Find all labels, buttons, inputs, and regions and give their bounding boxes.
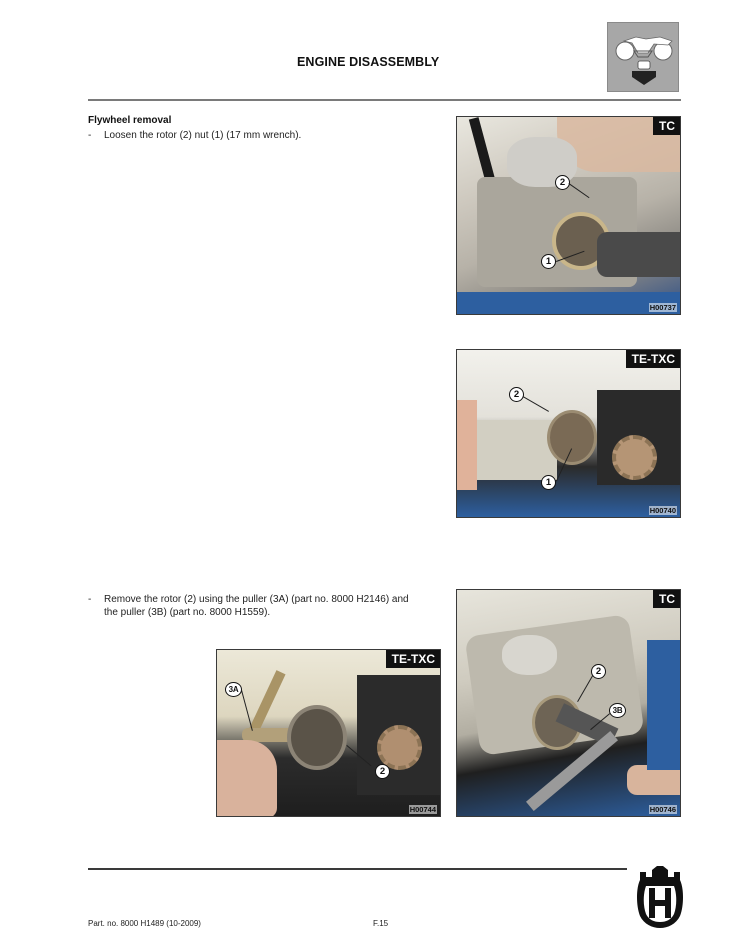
photo-loosen-nut-tc: [456, 116, 681, 315]
husqvarna-crown-h-logo: [635, 866, 685, 928]
footer-part-number: Part. no. 8000 H1489 (10-2009): [88, 919, 201, 928]
step-text: Remove the rotor (2) using the puller (3A) (part no. 8000 H2146) and the puller (3B) (part no. 8000 H1559).: [104, 594, 409, 618]
model-badge: TC: [653, 590, 680, 608]
model-badge: TE-TXC: [386, 650, 440, 668]
leader-line: [523, 396, 549, 412]
bullet-dash: -: [88, 130, 92, 141]
photo-remove-rotor-te-txc: [216, 649, 441, 817]
photo-remove-rotor-tc: [456, 589, 681, 817]
page-title: ENGINE DISASSEMBLY: [297, 55, 440, 69]
photo-loosen-nut-te-txc: [456, 349, 681, 518]
motorcycle-engine-section-icon: [607, 22, 679, 92]
callout-2: 2: [375, 764, 390, 779]
callout-2: 2: [591, 664, 606, 679]
section-heading: Flywheel removal: [88, 115, 172, 126]
page-number: F.15: [373, 919, 389, 928]
photo-code: H00744: [409, 805, 436, 814]
header-divider: [88, 99, 681, 101]
photo-code: H00746: [649, 805, 676, 814]
photo-code: H00737: [649, 303, 676, 312]
model-badge: TC: [653, 117, 680, 135]
callout-1: 1: [541, 254, 556, 269]
model-badge: TE-TXC: [626, 350, 680, 368]
callout-2: 2: [555, 175, 570, 190]
photo-code: H00740: [649, 506, 676, 515]
callout-3a: 3A: [225, 682, 242, 697]
bullet-dash: -: [88, 594, 92, 605]
footer-divider: [88, 868, 627, 870]
callout-2: 2: [509, 387, 524, 402]
step-text: Loosen the rotor (2) nut (1) (17 mm wrench).: [104, 130, 302, 141]
callout-1: 1: [541, 475, 556, 490]
leader-line: [241, 690, 253, 731]
callout-3b: 3B: [609, 703, 626, 718]
